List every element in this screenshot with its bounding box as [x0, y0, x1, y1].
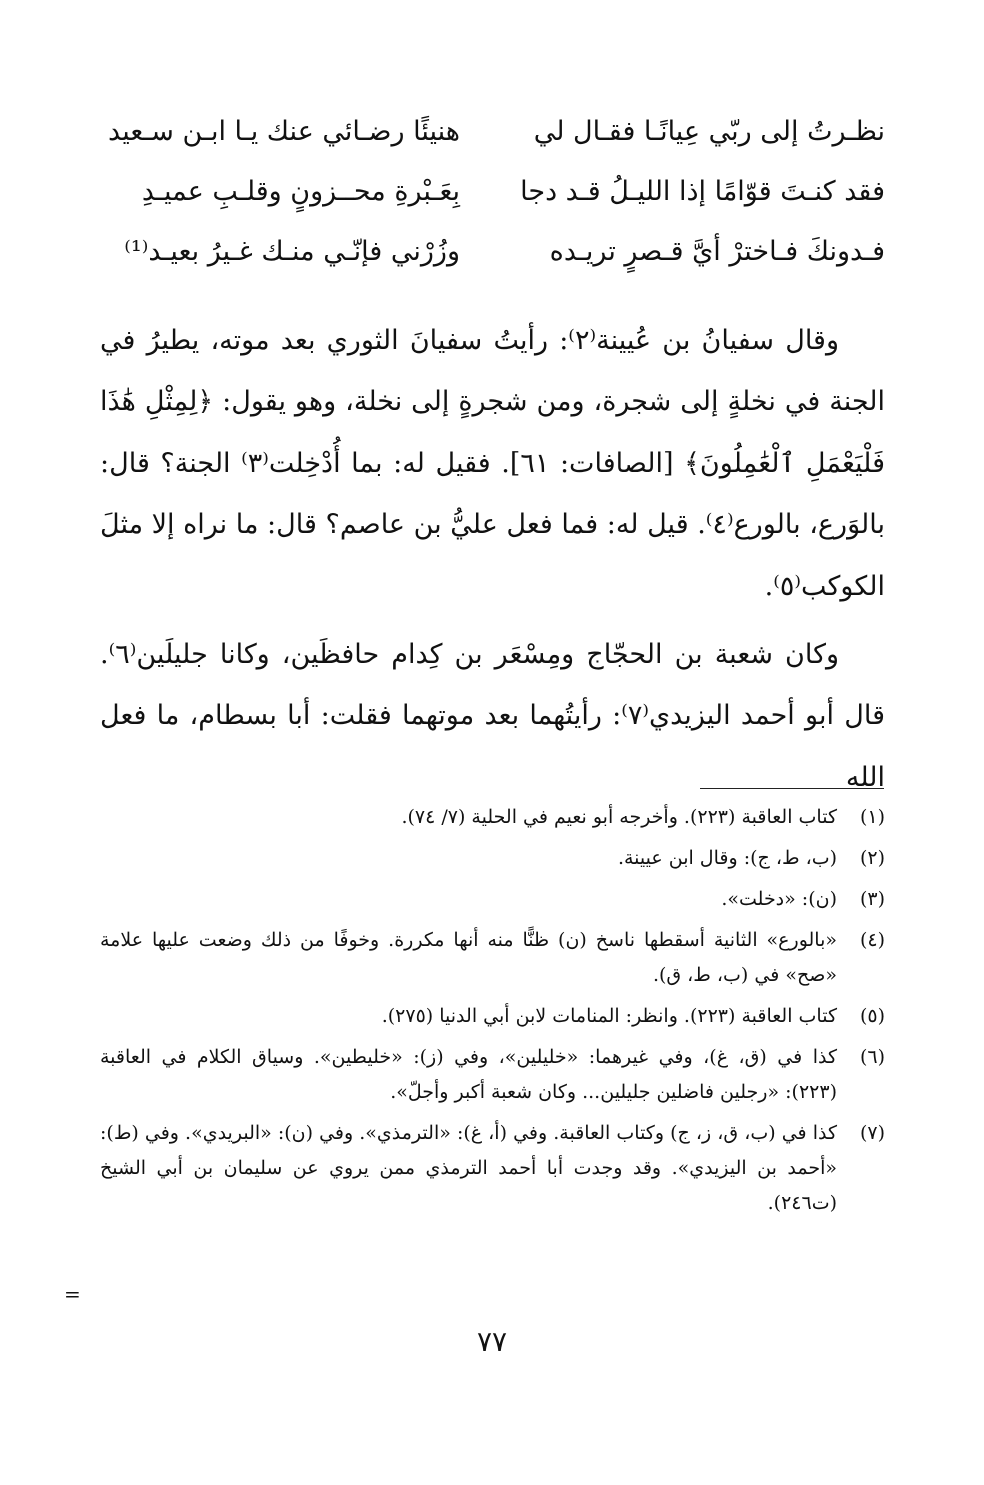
continuation-mark: =	[64, 1282, 81, 1306]
verse-line	[100, 232, 885, 292]
footnote	[100, 923, 885, 993]
footnote	[100, 882, 885, 917]
footnote	[100, 1116, 885, 1221]
footnote-number: (٥)	[859, 1005, 885, 1027]
footnote	[100, 1040, 885, 1110]
footnote-text: كتاب العاقبة (٢٢٣). وانظر: المنامات لابن أبي الدنيا (٢٧٥).	[381, 1005, 837, 1027]
footnote-text: «بالورع» الثانية أسقطها ناسخ (ن) ظنًّا منه أنها مكررة. وخوفًا من ذلك وضعت عليها علامة «صح» في (ب، ط، ق).	[100, 929, 837, 986]
body-paragraph	[100, 310, 885, 617]
footnote	[100, 841, 885, 876]
footnote-number: (٢)	[859, 847, 885, 869]
footnotes	[100, 800, 885, 1227]
footnote-number: (١)	[859, 806, 885, 828]
footnote-number: (٤)	[859, 929, 885, 951]
footnote-separator	[700, 788, 884, 789]
verse-second-hemistich: وزُرْني فإنّـي منـك غـيرُ بعيـد⁽¹⁾	[124, 236, 460, 267]
footnote-text: (ب، ط، ج): وقال ابن عيينة.	[617, 847, 837, 869]
verse-line	[100, 172, 885, 232]
footnote-text: كتاب العاقبة (٢٢٣). وأخرجه أبو نعيم في الحلية (٧/ ٧٤).	[401, 806, 837, 828]
paragraph-text: وكان شعبة بن الحجّاج ومِسْعَر بن كِدام حافظَين، وكانا جليلَين⁽٦⁾. قال أبو أحمد اليزيدي⁽٧⁾: رأيتُهما بعد موتهما فقلت: أبا بسطام، ما فعل الله	[100, 639, 885, 793]
body-paragraph	[100, 624, 885, 808]
footnote-number: (٣)	[859, 888, 885, 910]
footnote-number: (٦)	[859, 1046, 885, 1068]
footnote-text: (ن): «دخلت».	[721, 888, 837, 910]
page-number: ٧٧	[476, 1325, 508, 1358]
footnote-number: (٧)	[859, 1122, 885, 1144]
footnote	[100, 999, 885, 1034]
poem-verses	[100, 112, 885, 292]
footnote-text: كذا في (ق، غ)، وفي غيرهما: «خليلين»، وفي (ز): «خليطين». وسياق الكلام في العاقبة (٢٢٣): «رجلين فاضلين جليلين... وكان شعبة أكبر وأجلّ».	[100, 1046, 837, 1103]
verse-first-hemistich: فقد كنـتَ قوّامًا إذا الليـلُ قـد دجا	[520, 176, 885, 207]
verse-first-hemistich: نظـرتُ إلى ربّي عِيانًـا فقـال لي	[533, 116, 885, 147]
footnote	[100, 800, 885, 835]
verse-second-hemistich: بِعَـبْرةِ محــزونٍ وقلـبِ عميـدِ	[141, 176, 460, 207]
footnote-text: كذا في (ب، ق، ز، ج) وكتاب العاقبة. وفي (أ، غ): «الترمذي». وفي (ن): «البريدي». وفي (ط): «أحمد بن اليزيدي». وقد وجدت أبا أحمد الترمذي ممن يروي عن سليمان بن أبي الشيخ (ت٢٤٦).	[100, 1122, 837, 1214]
verse-second-hemistich: هنيئًا رضـائي عنك يـا ابـن سـعيد	[108, 116, 460, 147]
verse-first-hemistich: فـدونكَ فـاخترْ أيَّ قـصرٍ تريـده	[549, 236, 885, 267]
verse-line	[100, 112, 885, 172]
paragraph-text: وقال سفيانُ بن عُيينة⁽٢⁾: رأيتُ سفيانَ الثوري بعد موته، يطيرُ في الجنة في نخلةٍ إلى شجرة، ومن شجرةٍ إلى نخلة، وهو يقول: ﴿لِمِثْلِ هَٰذَا فَلْيَعْمَلِ ٱلْعَٰمِلُونَ﴾ [الصافات: ٦١]. فقيل له: بما أُدْخِلت⁽٣⁾ الجنة؟ قال: بالوَرع، بالورع⁽٤⁾. قيل له: فما فعل عليُّ بن عاصم؟ قال: ما نراه إلا مثلَ الكوكب⁽٥⁾.	[100, 325, 885, 602]
